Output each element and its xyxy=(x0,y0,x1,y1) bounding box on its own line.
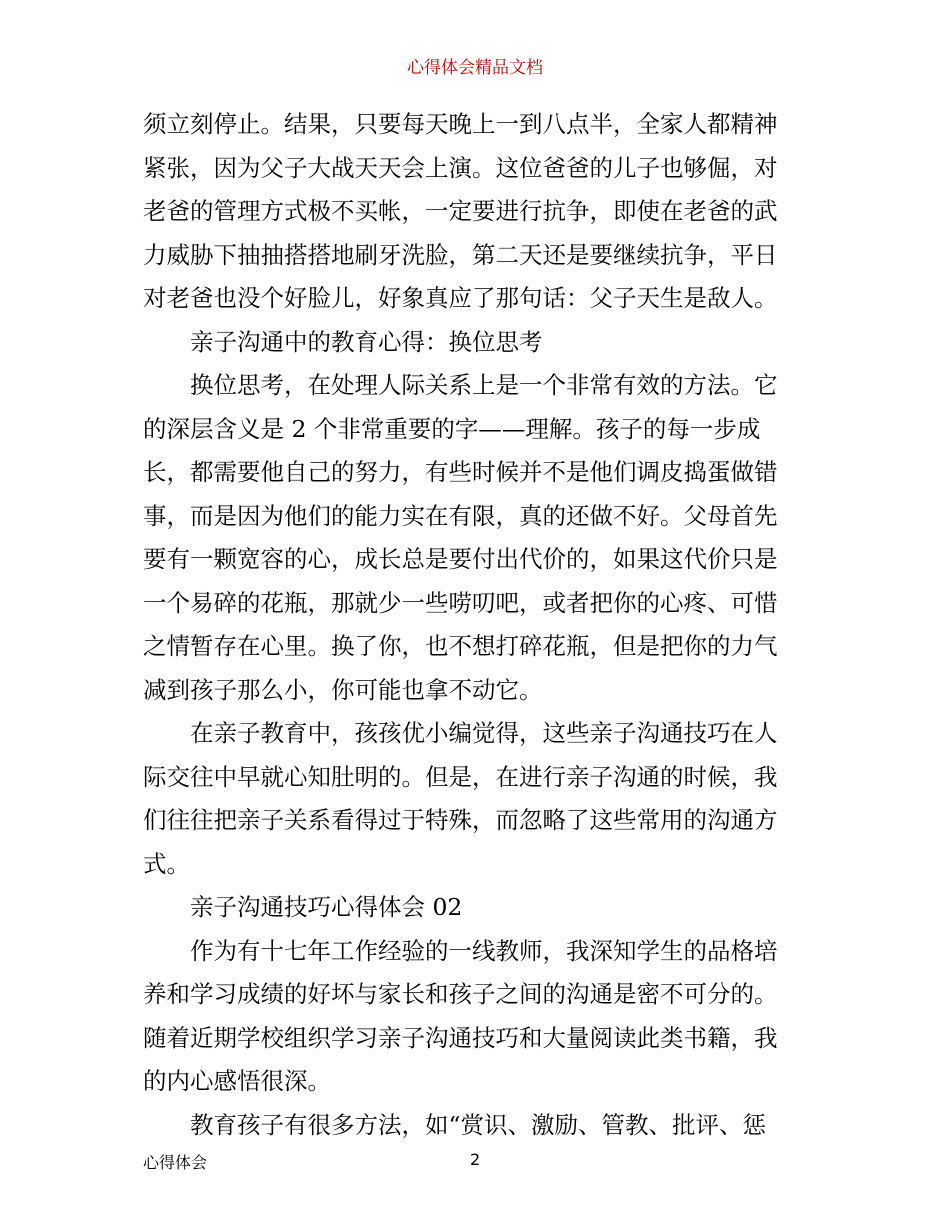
text-line: 换位思考，在处理人际关系上是一个非常有效的方法。它 xyxy=(190,371,778,399)
text-line: 在亲子教育中，孩孩优小编觉得，这些亲子沟通技巧在人 xyxy=(190,719,778,747)
text-line: 一个易碎的花瓶，那就少一些唠叨吧，或者把你的心疼、可惜 xyxy=(143,588,778,617)
text-line: 之情暂存在心里。换了你，也不想打碎花瓶，但是把你的力气 xyxy=(143,632,778,660)
text-line: 紧张，因为父子大战天天会上演。这位爸爸的儿子也够倔，对 xyxy=(143,153,778,182)
text-line: 老爸的管理方式极不买帐，一定要进行抗争，即使在老爸的武 xyxy=(143,197,778,225)
text-line: 亲子沟通中的教育心得：换位思考 xyxy=(190,327,543,356)
text-line: 事，而是因为他们的能力实在有限，真的还做不好。父母首先 xyxy=(143,501,778,530)
page-number: 2 xyxy=(470,1150,481,1169)
page-header-title: 心得体会精品文档 xyxy=(407,58,543,78)
text-line: 们往往把亲子关系看得过于特殊，而忽略了这些常用的沟通方 xyxy=(143,806,778,834)
footer-label: 心得体会 xyxy=(143,1153,208,1172)
text-line: 亲子沟通技巧心得体会 02 xyxy=(190,893,463,921)
text-line: 养和学习成绩的好坏与家长和孩子之间的沟通是密不可分的。 xyxy=(143,980,778,1008)
text-line: 减到孩子那么小，你可能也拿不动它。 xyxy=(143,675,543,704)
text-line: 教育孩子有很多方法，如“赏识、激励、管教、批评、惩 xyxy=(190,1110,767,1139)
text-line: 作为有十七年工作经验的一线教师，我深知学生的品格培 xyxy=(190,936,778,965)
text-line: 的深层含义是 2 个非常重要的字——理解。孩子的每一步成 xyxy=(143,414,761,443)
text-line: 长，都需要他自己的努力，有些时候并不是他们调皮捣蛋做错 xyxy=(143,458,778,486)
text-line: 对老爸也没个好脸儿，好象真应了那句话：父子天生是敌人。 xyxy=(143,284,778,312)
text-line: 随着近期学校组织学习亲子沟通技巧和大量阅读此类书籍，我 xyxy=(143,1023,778,1052)
text-line: 要有一颗宽容的心，成长总是要付出代价的，如果这代价只是 xyxy=(143,545,778,573)
text-line: 式。 xyxy=(143,849,190,878)
text-line: 力威胁下抽抽搭搭地刷牙洗脸，第二天还是要继续抗争，平日 xyxy=(143,240,778,269)
document-body xyxy=(143,103,813,1147)
text-line: 须立刻停止。结果，只要每天晚上一到八点半，全家人都精神 xyxy=(143,110,778,138)
text-line: 际交往中早就心知肚明的。但是，在进行亲子沟通的时候，我 xyxy=(143,762,778,791)
text-line: 的内心感悟很深。 xyxy=(143,1067,331,1095)
